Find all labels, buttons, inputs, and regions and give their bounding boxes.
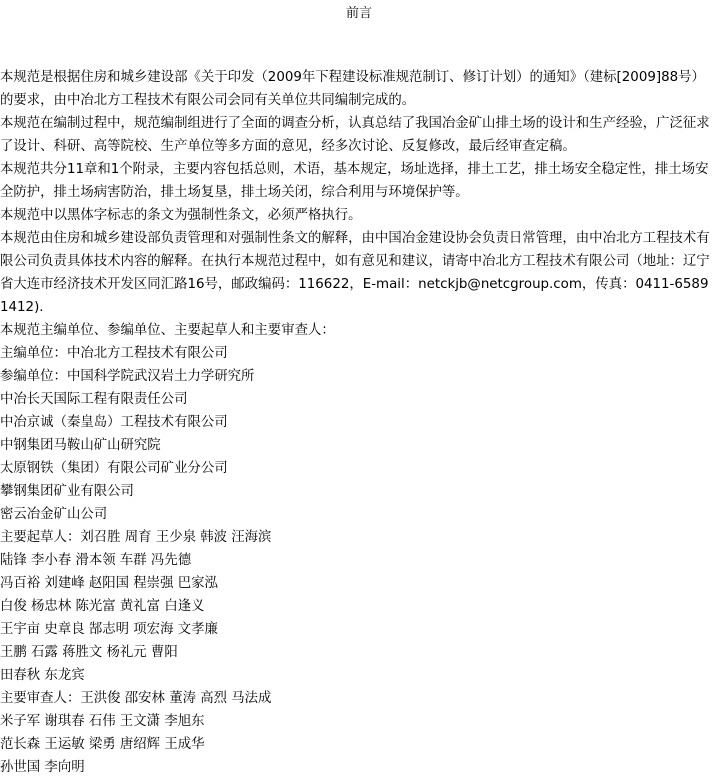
main-drafters: 白俊 杨忠林 陈光富 黄礼富 白逢义 — [0, 599, 205, 614]
main-reviewers: 主要审查人：王洪俊 邵安林 董涛 高烈 马法成 — [0, 691, 272, 706]
paragraph-compilation-process: 本规范在编制过程中，规范编制组进行了全面的调查分析，认真总结了我国冶金矿山排土场的设计和生产经验，广泛征求了设计、科研、高等院校、生产单位等多方面的意见，经多次讨论、反复修改，最后经审查定稿。 — [0, 116, 710, 154]
participating-unit: 密云冶金矿山公司 — [0, 507, 108, 522]
paragraph-units-intro: 本规范主编单位、参编单位、主要起草人和主要审查人： — [0, 323, 335, 338]
paragraph-contents: 本规范共分11章和1个附录，主要内容包括总则，术语，基本规定，场址选择，排土工艺，排土场安全稳定性，排土场安全防护，排土场病害防治，排土场复垦，排土场关闭，综合利用与环境保护等。 — [0, 162, 709, 200]
participating-unit: 中冶长天国际工程有限责任公司 — [0, 392, 188, 407]
participating-unit: 参编单位：中国科学院武汉岩土力学研究所 — [0, 369, 255, 384]
participating-unit: 攀钢集团矿业有限公司 — [0, 484, 134, 499]
main-drafters: 王宇亩 史章良 郜志明 项宏海 文孝廉 — [0, 622, 218, 637]
chief-editor-unit: 主编单位：中冶北方工程技术有限公司 — [0, 346, 228, 361]
main-reviewers: 范长森 王运敏 梁勇 唐绍辉 王成华 — [0, 737, 205, 752]
participating-unit: 中冶京诚（秦皇岛）工程技术有限公司 — [0, 415, 228, 430]
paragraph-management-contact: 本规范由住房和城乡建设部负责管理和对强制性条文的解释，由中国冶金建设协会负责日常管理，由中冶北方工程技术有限公司负责具体技术内容的解释。在执行本规范过程中，如有意见和建议，请寄中冶北方工程技术有限公司（地址：辽宁省大连市经济技术开发区同汇路16号，邮政编码：116622，E-mail：netckjb@netcgroup.com，传真：0411-65891412). — [0, 231, 710, 315]
main-drafters: 王鹏 石露 蒋胜文 杨礼元 曹阳 — [0, 645, 178, 660]
main-reviewers: 孙世国 李向明 — [0, 760, 85, 775]
paragraph-mandatory-clauses: 本规范中以黑体字标志的条文为强制性条文，必须严格执行。 — [0, 208, 362, 223]
paragraph-basis: 本规范是根据住房和城乡建设部《关于印发（2009年下程建设标准规范制订、修订计划）的通知》（建标[2009]88号）的要求，由中冶北方工程技术有限公司会同有关单位共同编制完成的。 — [0, 70, 705, 108]
document-body — [0, 66, 716, 779]
main-drafters: 主要起草人：刘召胜 周育 王少泉 韩波 汪海滨 — [0, 530, 272, 545]
main-drafters: 陆锋 李小春 滑本领 车群 冯先德 — [0, 553, 192, 568]
main-reviewers: 米子军 谢琪春 石伟 王文潇 李旭东 — [0, 714, 205, 729]
main-drafters: 冯百裕 刘建峰 赵阳国 程崇强 巴家泓 — [0, 576, 218, 591]
page-title: 前言 — [345, 6, 372, 21]
participating-unit: 中钢集团马鞍山矿山研究院 — [0, 438, 161, 453]
main-drafters: 田春秋 东龙宾 — [0, 668, 85, 683]
participating-unit: 太原钢铁（集团）有限公司矿业分公司 — [0, 461, 228, 476]
